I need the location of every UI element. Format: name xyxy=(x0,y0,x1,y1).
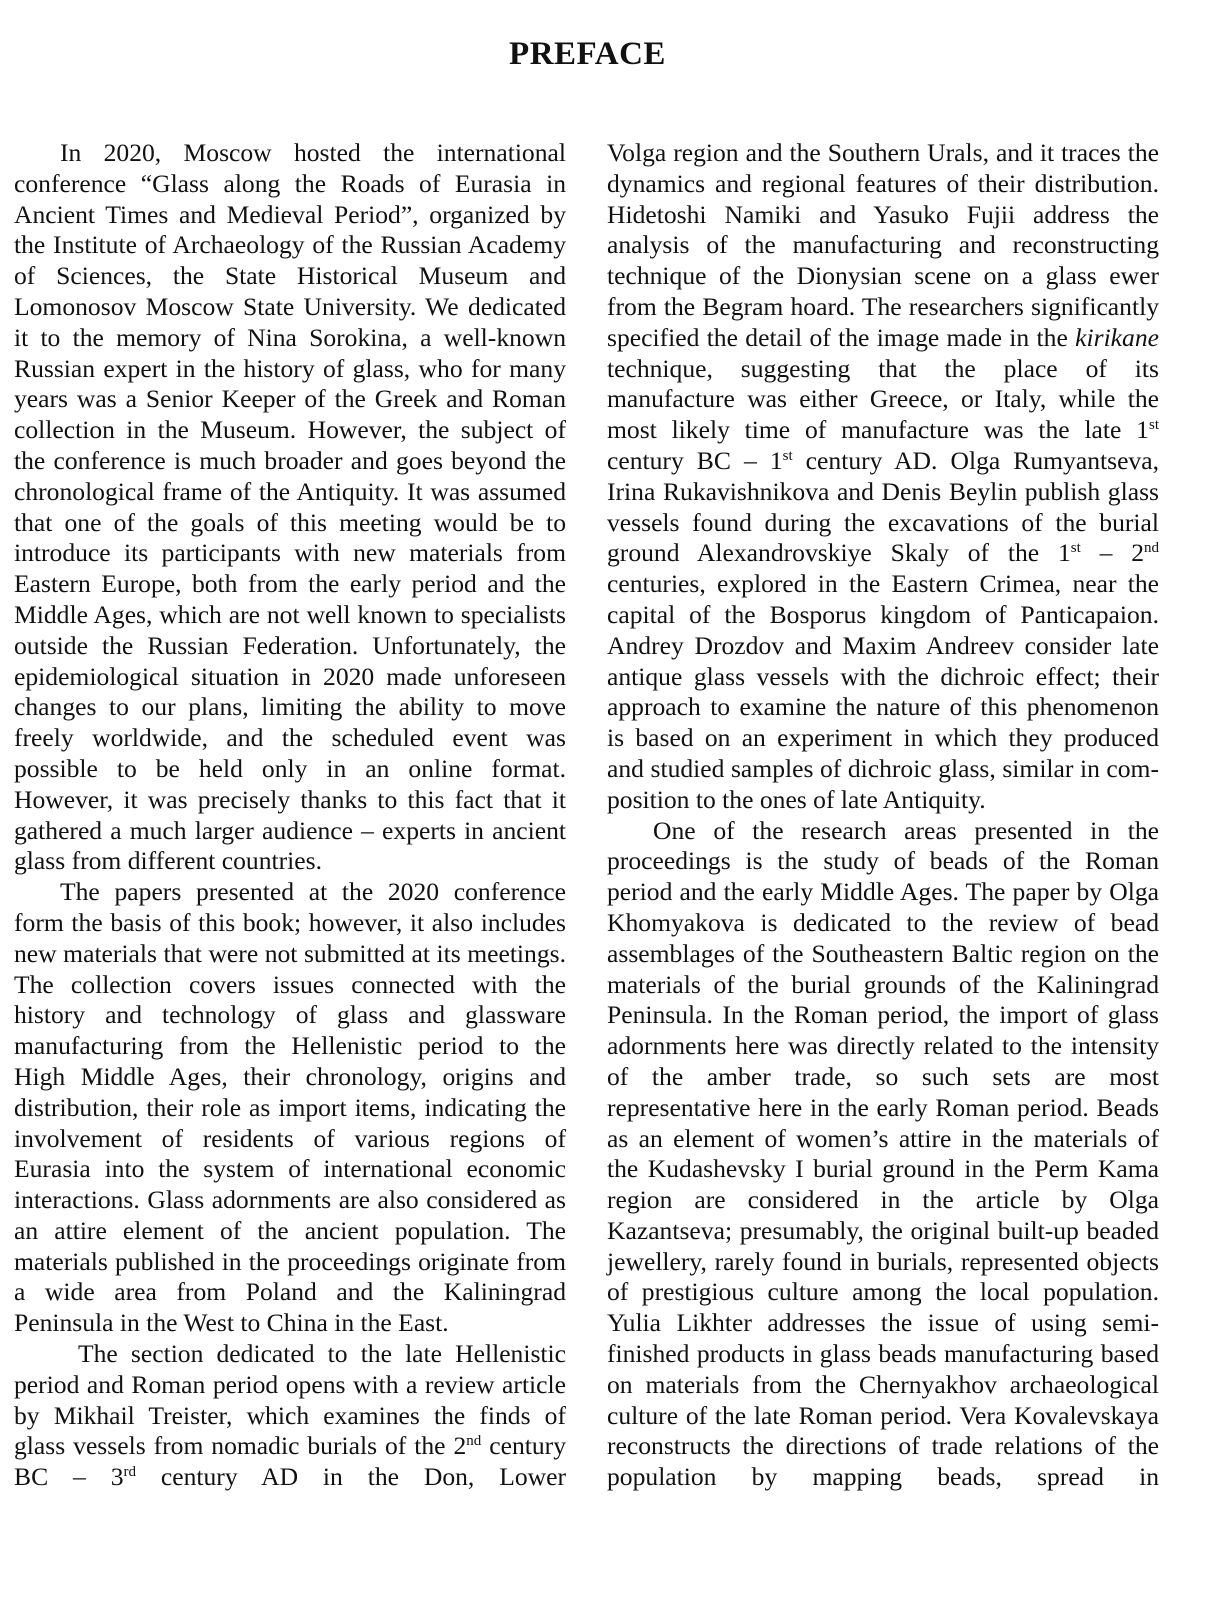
superscript: st xyxy=(1070,540,1081,557)
superscript: rd xyxy=(123,1464,136,1481)
right-paragraph-2: One of the research areas presented in the proceedings is the study of beads of the Roman period and the early Middle Ages. The paper by Olga Khomyakova is dedicated to the review of bead assemblages of the Southeastern Baltic region on the materials of the burial grounds of the Kaliningrad Peninsula. In the Roman period, the import of glass adornments here was directly related to the intensity of the amber trade, so such sets are most representative here in the early Roman period. Beads as an element of women’s attire in the materials of the Kudashevsky I burial ground in the Perm Kama region are considered in the article by Olga Kazantseva; presumably, the original built-up beaded jewellery, rarely found in burials, represented objects of prestigious culture among the local population. Yulia Likhter addresses the issue of using semi-finished products in glass beads manufacturing based on materials from the Chernyakhov archaeological culture of the late Roman period. Vera Kovalevskaya reconstructs the directions of trade relations of the population by mapping beads, spread in xyxy=(607,815,1159,1492)
right-paragraph-1-text-d: century AD. Olga Rumyantseva, Irina Rukavishnikova and Denis Beylin publish glass vessels found during the excavations of the burial ground Alexandrovskiye Skaly of the 1 xyxy=(607,445,1159,568)
right-paragraph-1 xyxy=(607,138,1159,816)
superscript: st xyxy=(782,447,793,464)
right-column xyxy=(607,138,1159,1493)
superscript: nd xyxy=(1144,540,1160,557)
left-paragraph-2: The papers presented at the 2020 conference form the basis of this book; however, it also includes new materials that were not submitted at its meetings. The collection covers issues connected with the history and technology of glass and glassware manufacturing from the Hellenistic period to the High Middle Ages, their chronology, origins and distribution, their role as import items, indicating the involvement of residents of various regions of Eurasia into the system of international economic interactions. Glass adornments are also considered as an attire element of the ancient population. The materials published in the proceedings originate from a wide area from Poland and the Kaliningrad Peninsula in the West to China in the East. xyxy=(14,877,566,1338)
left-paragraph-1: In 2020, Moscow hosted the international conference “Glass along the Roads of Eurasia in Ancient Times and Medieval Period”, organized by the Institute of Archaeology of the Russian Academy of Sciences, the State Historical Museum and Lomonosov Moscow State University. We dedicated it to the memory of Nina Sorokina, a well-known Russian expert in the history of glass, who for many years was a Senior Keeper of the Greek and Roman collection in the Museum. However, the subject of the conference is much broader and goes beyond the chronological frame of the Antiquity. It was assumed that one of the goals of this meeting would be to introduce its participants with new materials from Eastern Europe, both from the early period and the Middle Ages, which are not well known to specialists outside the Russian Federation. Unfortunately, the epidemiological situation in 2020 made unforeseen changes to our plans, limiting the ability to move freely worldwide, and the scheduled event was possible to be held only in an online format. However, it was precisely thanks to this fact that it gathered a much larger audience – experts in ancient glass from different countries. xyxy=(14,138,566,876)
left-column xyxy=(14,138,566,1493)
left-paragraph-3 xyxy=(14,1339,566,1493)
right-paragraph-1-text-f: centuries, explored in the Eastern Crimea, near the capital of the Bosporus kingdom of Panticapaion. Andrey Drozdov and Maxim Andreev consider late antique glass vessels with the dichroic effect; their approach to examine the nature of this phenomenon is based on an experiment in which they produced and studied samples of dichroic glass, similar in composition to the ones of late Antiquity. xyxy=(607,569,1159,814)
page-title: PREFACE xyxy=(509,36,666,72)
italic-term: kirikane xyxy=(1075,322,1159,352)
superscript: st xyxy=(1148,417,1159,434)
right-paragraph-1-text-b: technique, suggesting that the place of its manufacture was either Greece, or Italy, while the most likely time of manufacture was the late 1 xyxy=(607,353,1159,445)
right-paragraph-1-text-a: Volga region and the Southern Urals, and it traces the dynamics and regional features of their distribution. Hidetoshi Namiki and Yasuko Fujii address the analysis of the manufacturing and reconstructing technique of the Dionysian scene on a glass ewer from the Begram hoard. The researchers significantly specified the detail of the image made in the xyxy=(607,138,1159,352)
superscript: nd xyxy=(466,1433,482,1450)
right-paragraph-1-text-e: – 2 xyxy=(1080,538,1145,568)
left-paragraph-3-text-b: century BC – 3 xyxy=(14,1431,566,1492)
left-paragraph-3-text-a: The section dedicated to the late Hellenistic period and Roman period opens with a review article by Mikhail Treister, which examines the finds of glass vessels from nomadic burials of the 2 xyxy=(14,1339,566,1461)
right-paragraph-1-text-c: century BC – 1 xyxy=(607,445,783,475)
left-paragraph-3-text-c: century AD in the Don, Lower xyxy=(136,1462,566,1492)
